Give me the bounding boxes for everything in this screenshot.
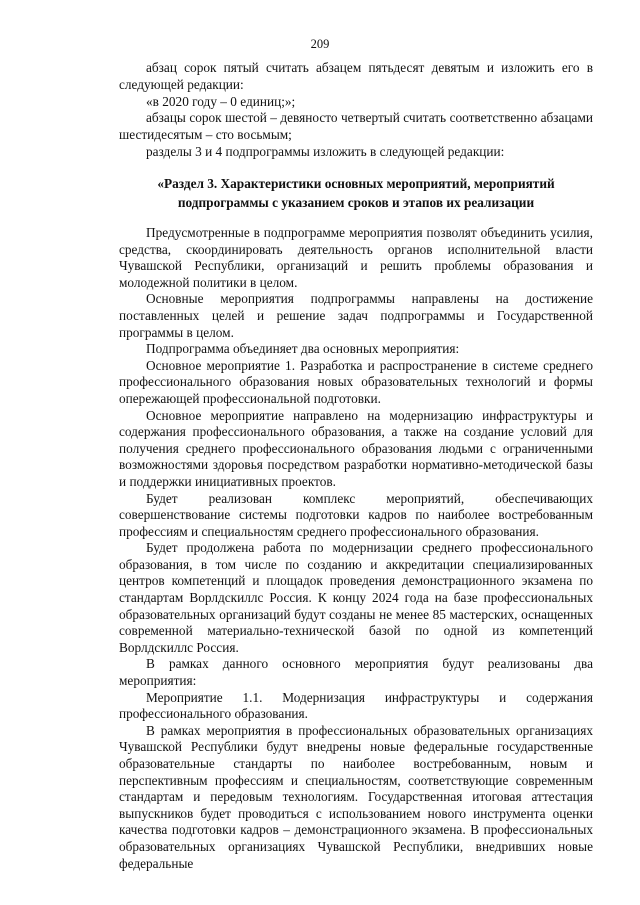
- page-number: 209: [310, 37, 330, 51]
- paragraph: разделы 3 и 4 подпрограммы изложить в следующей редакции:: [146, 143, 505, 159]
- paragraph: Подпрограмма объединяет два основных мероприятия:: [146, 341, 460, 357]
- paragraph: абзацы сорок шестой – девяносто четвертый считать соответственно абзацами шестидесятым – сто восьмым;: [119, 110, 593, 143]
- paragraph: Предусмотренные в подпрограмме мероприятия позволят объединить усилия, средства, скоординировать деятельность органов исполнительной власти Чувашской Республики, организаций и решить проблемы образования и молодежной политики в целом.: [119, 225, 593, 290]
- paragraph: В рамках данного основного мероприятия будут реализованы два мероприятия:: [119, 656, 593, 689]
- paragraph: В рамках мероприятия в профессиональных образовательных организациях Чувашской Республики будут внедрены новые федеральные государственные образовательные стандарты по наиболее востребованным, новым и перспективным профессиям и специальностям, соответствующие современным стандартам и передовым технологиям. Государственная итоговая аттестация выпускников будет проводиться с использованием нового инструмента оценки качества подготовки кадров – демонстрационного экзамена. В профессиональных образовательных организациях Чувашской Республики, внедривших новые федеральные: [119, 722, 593, 871]
- section-body: [119, 225, 593, 872]
- paragraph: Основное мероприятие 1. Разработка и распространение в системе среднего профессионального образования новых образовательных технологий и формы опережающей профессиональной подготовки.: [119, 357, 593, 406]
- paragraph: Основное мероприятие направлено на модернизацию инфраструктуры и содержания профессионального образования, а также на создание условий для получения среднего профессионального образования людьми с ограниченными возможностями здоровья посредством разработки нормативно-методической базы и поддержки инициативных проектов.: [119, 407, 593, 489]
- paragraph: Будет реализован комплекс мероприятий, обеспечивающих совершенствование системы подготовки кадров по наиболее востребованным профессиям и специальностям среднего профессионального образования.: [119, 490, 593, 539]
- section-heading: [119, 175, 593, 213]
- section-heading-line: «Раздел 3. Характеристики основных мероприятий, мероприятий: [157, 176, 555, 191]
- amendment-instructions: [119, 60, 593, 161]
- paragraph: абзац сорок пятый считать абзацем пятьдесят девятым и изложить его в следующей редакции:: [119, 60, 593, 92]
- paragraph: Будет продолжена работа по модернизации среднего профессионального образования, в том числе по созданию и аккредитации специализированных центров компетенций и площадок проведения демонстрационного экзамена по стандартам Ворлдскиллс Россия. К концу 2024 года на базе профессиональных образовательных организаций будут созданы не менее 85 мастерских, оснащенных современной материально-технической базой по одной из компетенций Ворлдскиллс Россия.: [119, 540, 593, 655]
- section-heading-line: подпрограммы с указанием сроков и этапов их реализации: [177, 194, 535, 210]
- paragraph: «в 2020 году – 0 единиц;»;: [146, 93, 296, 109]
- paragraph: Мероприятие 1.1. Модернизация инфраструктуры и содержания профессионального образования.: [119, 689, 593, 722]
- paragraph: Основные мероприятия подпрограммы направлены на достижение поставленных целей и решение задач подпрограммы и Государственной программы в целом.: [119, 291, 593, 340]
